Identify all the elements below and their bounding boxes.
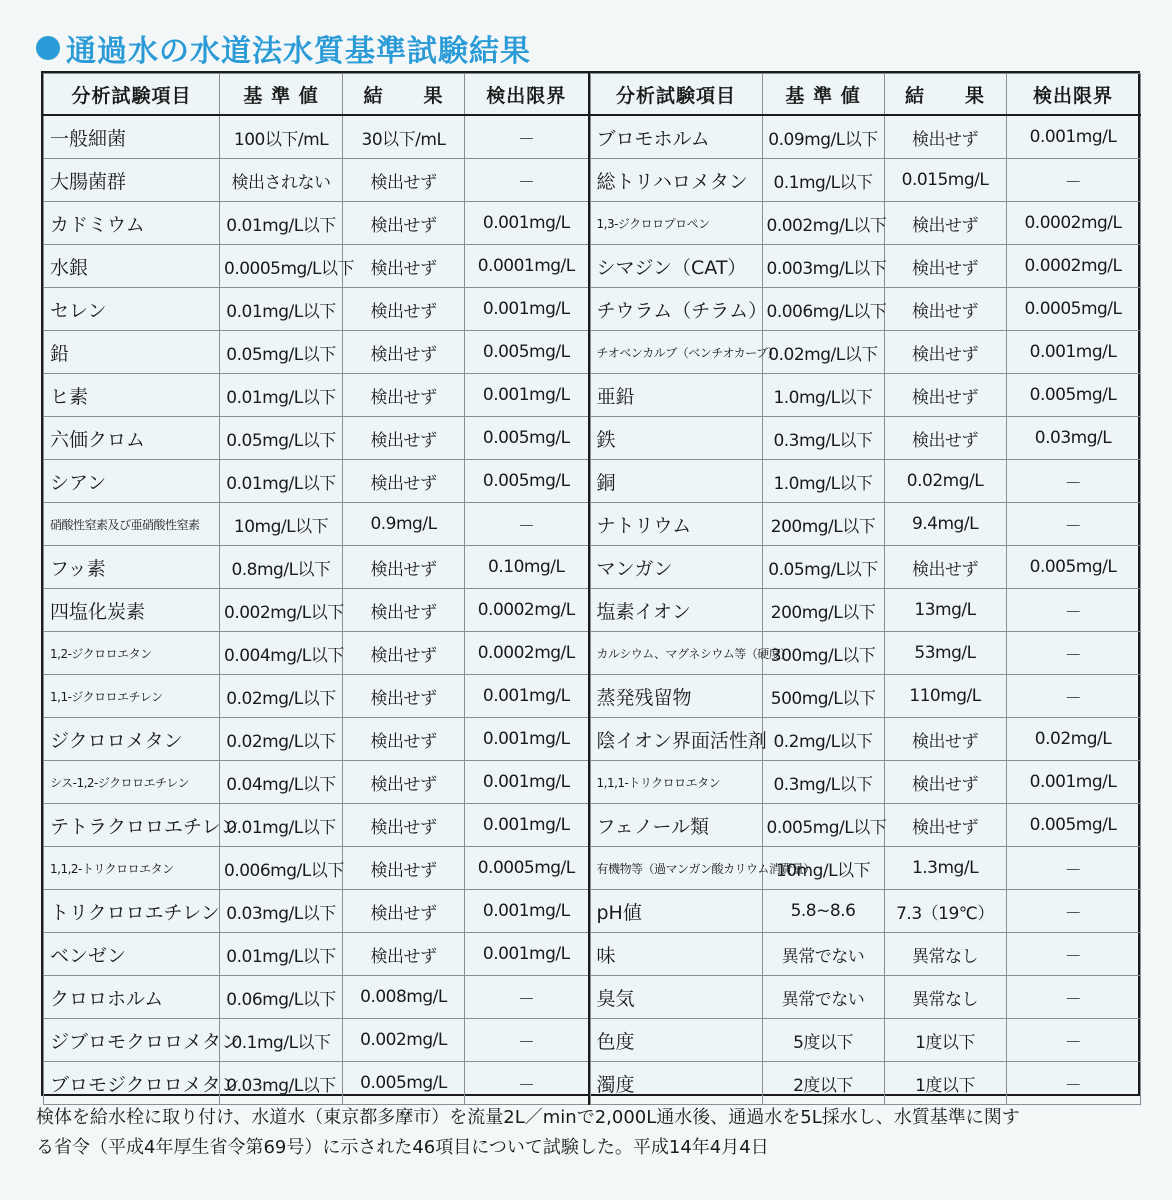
- table-row: [590, 417, 1140, 460]
- cell-item: ヒ素: [44, 374, 220, 417]
- cell-standard: 0.8mg/L以下: [220, 546, 343, 589]
- cell-limit: －: [1006, 1019, 1140, 1062]
- cell-result: 検出せず: [343, 202, 465, 245]
- cell-standard: 0.01mg/L以下: [220, 804, 343, 847]
- cell-result: 検出せず: [343, 159, 465, 202]
- cell-item: 鉛: [44, 331, 220, 374]
- page-title: [36, 26, 531, 70]
- cell-limit: 0.001mg/L: [465, 718, 589, 761]
- cell-standard: 0.1mg/L以下: [762, 159, 884, 202]
- cell-standard: 0.01mg/L以下: [220, 374, 343, 417]
- cell-item: ジクロロメタン: [44, 718, 220, 761]
- cell-standard: 200mg/L以下: [762, 503, 884, 546]
- cell-result: 検出せず: [343, 675, 465, 718]
- cell-result: 0.008mg/L: [343, 976, 465, 1019]
- table-row: [590, 202, 1140, 245]
- cell-item: 有機物等（過マンガン酸カリウム消費量）: [590, 847, 762, 890]
- cell-standard: 5度以下: [762, 1019, 884, 1062]
- cell-item: セレン: [44, 288, 220, 331]
- cell-item: 六価クロム: [44, 417, 220, 460]
- table-row: [44, 245, 589, 288]
- cell-result: 検出せず: [343, 761, 465, 804]
- cell-item: 一般細菌: [44, 115, 220, 159]
- cell-standard: 0.004mg/L以下: [220, 632, 343, 675]
- cell-limit: 0.001mg/L: [465, 374, 589, 417]
- cell-limit: 0.001mg/L: [465, 288, 589, 331]
- cell-item: フッ素: [44, 546, 220, 589]
- cell-limit: 0.005mg/L: [465, 417, 589, 460]
- cell-standard: 0.01mg/L以下: [220, 460, 343, 503]
- table-row: [590, 847, 1140, 890]
- cell-item: ナトリウム: [590, 503, 762, 546]
- cell-result: 検出せず: [343, 374, 465, 417]
- table-row: [44, 976, 589, 1019]
- cell-standard: 0.2mg/L以下: [762, 718, 884, 761]
- cell-standard: 0.02mg/L以下: [220, 675, 343, 718]
- cell-standard: 0.04mg/L以下: [220, 761, 343, 804]
- cell-standard: 0.05mg/L以下: [762, 546, 884, 589]
- cell-item: クロロホルム: [44, 976, 220, 1019]
- table-row: [44, 331, 589, 374]
- table-row: [44, 1019, 589, 1062]
- cell-limit: 0.0005mg/L: [1006, 288, 1140, 331]
- cell-standard: 0.006mg/L以下: [762, 288, 884, 331]
- cell-standard: 500mg/L以下: [762, 675, 884, 718]
- cell-result: 1度以下: [884, 1019, 1006, 1062]
- cell-limit: 0.005mg/L: [465, 460, 589, 503]
- table-row: [590, 761, 1140, 804]
- cell-standard: 0.01mg/L以下: [220, 933, 343, 976]
- cell-result: 検出せず: [343, 331, 465, 374]
- table-row: [590, 589, 1140, 632]
- cell-item: 味: [590, 933, 762, 976]
- cell-item: 臭気: [590, 976, 762, 1019]
- cell-result: 検出せず: [343, 589, 465, 632]
- cell-limit: 0.02mg/L: [1006, 718, 1140, 761]
- cell-limit: －: [1006, 632, 1140, 675]
- cell-limit: 0.001mg/L: [465, 202, 589, 245]
- cell-result: 110mg/L: [884, 675, 1006, 718]
- cell-limit: 0.001mg/L: [465, 761, 589, 804]
- cell-standard: 0.3mg/L以下: [762, 417, 884, 460]
- cell-result: 検出せず: [884, 761, 1006, 804]
- cell-limit: 0.001mg/L: [1006, 331, 1140, 374]
- cell-standard: 200mg/L以下: [762, 589, 884, 632]
- cell-limit: －: [1006, 460, 1140, 503]
- cell-standard: 0.09mg/L以下: [762, 115, 884, 159]
- table-row: [44, 503, 589, 546]
- cell-limit: 0.001mg/L: [1006, 761, 1140, 804]
- cell-standard: 1.0mg/L以下: [762, 374, 884, 417]
- cell-standard: 0.05mg/L以下: [220, 331, 343, 374]
- table-row: [44, 718, 589, 761]
- cell-limit: －: [1006, 847, 1140, 890]
- cell-result: 1.3mg/L: [884, 847, 1006, 890]
- cell-result: 検出せず: [343, 546, 465, 589]
- cell-item: 銅: [590, 460, 762, 503]
- cell-item: 1,2-ジクロロエタン: [44, 632, 220, 675]
- cell-standard: 0.03mg/L以下: [220, 890, 343, 933]
- cell-item: 総トリハロメタン: [590, 159, 762, 202]
- cell-result: 0.005mg/L: [343, 1062, 465, 1105]
- cell-standard: 100以下/mL: [220, 115, 343, 159]
- cell-limit: 0.0002mg/L: [1006, 245, 1140, 288]
- note-line: る省令（平成4年厚生省令第69号）に示された46項目について試験した。平成14年4月4日: [36, 1137, 769, 1158]
- cell-item: ジブロモクロロメタン: [44, 1019, 220, 1062]
- table-row: [590, 460, 1140, 503]
- table-row: [590, 245, 1140, 288]
- cell-result: 検出せず: [343, 245, 465, 288]
- cell-result: 1度以下: [884, 1062, 1006, 1105]
- table-row: [590, 632, 1140, 675]
- cell-limit: 0.0002mg/L: [465, 589, 589, 632]
- cell-standard: 0.06mg/L以下: [220, 976, 343, 1019]
- cell-limit: －: [465, 115, 589, 159]
- cell-result: 13mg/L: [884, 589, 1006, 632]
- cell-standard: 0.3mg/L以下: [762, 761, 884, 804]
- cell-item: テトラクロロエチレン: [44, 804, 220, 847]
- table-row: [44, 933, 589, 976]
- cell-item: フェノール類: [590, 804, 762, 847]
- cell-result: 検出せず: [884, 331, 1006, 374]
- cell-standard: 10mg/L以下: [762, 847, 884, 890]
- cell-result: 異常なし: [884, 976, 1006, 1019]
- table-row: [44, 417, 589, 460]
- cell-limit: 0.001mg/L: [1006, 115, 1140, 159]
- cell-limit: －: [1006, 933, 1140, 976]
- cell-limit: 0.0005mg/L: [465, 847, 589, 890]
- cell-limit: 0.001mg/L: [465, 933, 589, 976]
- table-row: [590, 1062, 1140, 1105]
- cell-limit: －: [1006, 589, 1140, 632]
- cell-limit: －: [1006, 976, 1140, 1019]
- results-table-left: [43, 73, 590, 1105]
- cell-standard: 異常でない: [762, 933, 884, 976]
- cell-standard: 検出されない: [220, 159, 343, 202]
- table-row: [44, 115, 589, 159]
- cell-item: 1,3-ジクロロプロペン: [590, 202, 762, 245]
- cell-standard: 0.003mg/L以下: [762, 245, 884, 288]
- cell-standard: 1.0mg/L以下: [762, 460, 884, 503]
- cell-item: 水銀: [44, 245, 220, 288]
- results-table: [41, 71, 1140, 1096]
- table-row: [590, 159, 1140, 202]
- cell-limit: －: [1006, 675, 1140, 718]
- table-row: [590, 546, 1140, 589]
- cell-item: シアン: [44, 460, 220, 503]
- cell-result: 9.4mg/L: [884, 503, 1006, 546]
- table-row: [44, 761, 589, 804]
- cell-limit: －: [1006, 503, 1140, 546]
- table-row: [590, 718, 1140, 761]
- table-row: [590, 288, 1140, 331]
- cell-standard: 0.002mg/L以下: [762, 202, 884, 245]
- title-text: 通過水の水道法水質基準試験結果: [66, 34, 531, 69]
- cell-standard: 2度以下: [762, 1062, 884, 1105]
- cell-result: 検出せず: [343, 804, 465, 847]
- cell-item: 大腸菌群: [44, 159, 220, 202]
- cell-limit: －: [1006, 1062, 1140, 1105]
- cell-result: 検出せず: [884, 115, 1006, 159]
- results-table-right-body: [590, 115, 1140, 1105]
- cell-result: 検出せず: [343, 718, 465, 761]
- table-row: [590, 675, 1140, 718]
- cell-standard: 0.02mg/L以下: [220, 718, 343, 761]
- header-item: 分析試験項目: [590, 74, 762, 116]
- cell-limit: 0.005mg/L: [465, 331, 589, 374]
- cell-item: 色度: [590, 1019, 762, 1062]
- cell-result: 検出せず: [343, 417, 465, 460]
- table-row: [44, 1062, 589, 1105]
- table-row: [44, 632, 589, 675]
- cell-item: 蒸発残留物: [590, 675, 762, 718]
- table-row: [44, 890, 589, 933]
- cell-standard: 異常でない: [762, 976, 884, 1019]
- cell-limit: 0.005mg/L: [1006, 374, 1140, 417]
- cell-item: カルシウム、マグネシウム等（硬度）: [590, 632, 762, 675]
- cell-result: 検出せず: [343, 288, 465, 331]
- header-limit: 検出限界: [1006, 74, 1140, 116]
- table-row: [44, 374, 589, 417]
- cell-standard: 10mg/L以下: [220, 503, 343, 546]
- cell-limit: 0.001mg/L: [465, 675, 589, 718]
- cell-limit: 0.0001mg/L: [465, 245, 589, 288]
- cell-limit: 0.005mg/L: [1006, 546, 1140, 589]
- table-row: [44, 288, 589, 331]
- table-row: [590, 804, 1140, 847]
- table-header-row: [590, 74, 1140, 116]
- cell-limit: －: [1006, 890, 1140, 933]
- cell-standard: 0.05mg/L以下: [220, 417, 343, 460]
- cell-result: 検出せず: [884, 374, 1006, 417]
- cell-limit: 0.10mg/L: [465, 546, 589, 589]
- cell-standard: 0.005mg/L以下: [762, 804, 884, 847]
- table-row: [44, 202, 589, 245]
- table-header-row: [44, 74, 589, 116]
- cell-result: 異常なし: [884, 933, 1006, 976]
- cell-limit: －: [465, 503, 589, 546]
- bullet-dot-icon: [36, 36, 60, 60]
- cell-result: 検出せず: [884, 288, 1006, 331]
- cell-standard: 0.006mg/L以下: [220, 847, 343, 890]
- table-row: [590, 890, 1140, 933]
- cell-result: 30以下/mL: [343, 115, 465, 159]
- table-row: [590, 374, 1140, 417]
- cell-standard: 0.01mg/L以下: [220, 288, 343, 331]
- table-row: [44, 589, 589, 632]
- cell-result: 検出せず: [343, 847, 465, 890]
- header-item: 分析試験項目: [44, 74, 220, 116]
- header-result: 結 果: [884, 74, 1006, 116]
- cell-item: 1,1,2-トリクロロエタン: [44, 847, 220, 890]
- cell-item: トリクロロエチレン: [44, 890, 220, 933]
- table-row: [44, 159, 589, 202]
- cell-item: チオベンカルブ（ベンチオカーブ）: [590, 331, 762, 374]
- cell-standard: 5.8~8.6: [762, 890, 884, 933]
- cell-limit: －: [465, 1019, 589, 1062]
- cell-result: 0.02mg/L: [884, 460, 1006, 503]
- cell-item: 亜鉛: [590, 374, 762, 417]
- cell-result: 0.002mg/L: [343, 1019, 465, 1062]
- cell-item: チウラム（チラム）: [590, 288, 762, 331]
- cell-item: 塩素イオン: [590, 589, 762, 632]
- cell-item: 濁度: [590, 1062, 762, 1105]
- header-standard: 基 準 値: [220, 74, 343, 116]
- cell-result: 検出せず: [884, 546, 1006, 589]
- cell-item: シマジン（CAT）: [590, 245, 762, 288]
- cell-item: ベンゼン: [44, 933, 220, 976]
- cell-limit: 0.001mg/L: [465, 890, 589, 933]
- cell-item: 1,1-ジクロロエチレン: [44, 675, 220, 718]
- cell-standard: 0.0005mg/L以下: [220, 245, 343, 288]
- cell-result: 検出せず: [884, 245, 1006, 288]
- cell-standard: 300mg/L以下: [762, 632, 884, 675]
- table-row: [44, 546, 589, 589]
- cell-result: 検出せず: [343, 890, 465, 933]
- header-standard: 基 準 値: [762, 74, 884, 116]
- cell-item: ブロモホルム: [590, 115, 762, 159]
- cell-item: 硝酸性窒素及び亜硝酸性窒素: [44, 503, 220, 546]
- cell-standard: 0.1mg/L以下: [220, 1019, 343, 1062]
- cell-item: pH値: [590, 890, 762, 933]
- table-row: [590, 976, 1140, 1019]
- header-result: 結 果: [343, 74, 465, 116]
- table-row: [590, 503, 1140, 546]
- cell-limit: －: [1006, 159, 1140, 202]
- cell-result: 53mg/L: [884, 632, 1006, 675]
- cell-result: 7.3（19℃）: [884, 890, 1006, 933]
- cell-limit: －: [465, 1062, 589, 1105]
- cell-item: ブロモジクロロメタン: [44, 1062, 220, 1105]
- cell-item: 陰イオン界面活性剤: [590, 718, 762, 761]
- table-row: [590, 331, 1140, 374]
- table-row: [44, 460, 589, 503]
- header-limit: 検出限界: [465, 74, 589, 116]
- table-row: [44, 804, 589, 847]
- cell-limit: 0.0002mg/L: [465, 632, 589, 675]
- cell-standard: 0.02mg/L以下: [762, 331, 884, 374]
- table-row: [590, 115, 1140, 159]
- cell-limit: 0.001mg/L: [465, 804, 589, 847]
- cell-limit: 0.03mg/L: [1006, 417, 1140, 460]
- cell-result: 検出せず: [884, 417, 1006, 460]
- cell-item: シス-1,2-ジクロロエチレン: [44, 761, 220, 804]
- cell-result: 検出せず: [343, 632, 465, 675]
- table-row: [44, 847, 589, 890]
- cell-limit: 0.005mg/L: [1006, 804, 1140, 847]
- cell-result: 0.9mg/L: [343, 503, 465, 546]
- cell-result: 検出せず: [884, 202, 1006, 245]
- table-row: [44, 675, 589, 718]
- cell-standard: 0.01mg/L以下: [220, 202, 343, 245]
- results-table-left-body: [44, 115, 589, 1105]
- cell-result: 検出せず: [343, 460, 465, 503]
- table-row: [590, 1019, 1140, 1062]
- cell-standard: 0.002mg/L以下: [220, 589, 343, 632]
- cell-limit: 0.0002mg/L: [1006, 202, 1140, 245]
- cell-limit: －: [465, 976, 589, 1019]
- table-row: [590, 933, 1140, 976]
- cell-result: 0.015mg/L: [884, 159, 1006, 202]
- cell-standard: 0.03mg/L以下: [220, 1062, 343, 1105]
- cell-limit: －: [465, 159, 589, 202]
- test-note: [36, 1103, 1146, 1163]
- cell-item: 四塩化炭素: [44, 589, 220, 632]
- cell-result: 検出せず: [884, 804, 1006, 847]
- cell-item: カドミウム: [44, 202, 220, 245]
- cell-item: マンガン: [590, 546, 762, 589]
- cell-result: 検出せず: [343, 933, 465, 976]
- results-table-right: [590, 73, 1141, 1105]
- cell-item: 1,1,1-トリクロロエタン: [590, 761, 762, 804]
- cell-result: 検出せず: [884, 718, 1006, 761]
- note-line: 検体を給水栓に取り付け、水道水（東京都多摩市）を流量2L／minで2,000L通水後、通過水を5L採水し、水質基準に関す: [36, 1107, 1020, 1128]
- cell-item: 鉄: [590, 417, 762, 460]
